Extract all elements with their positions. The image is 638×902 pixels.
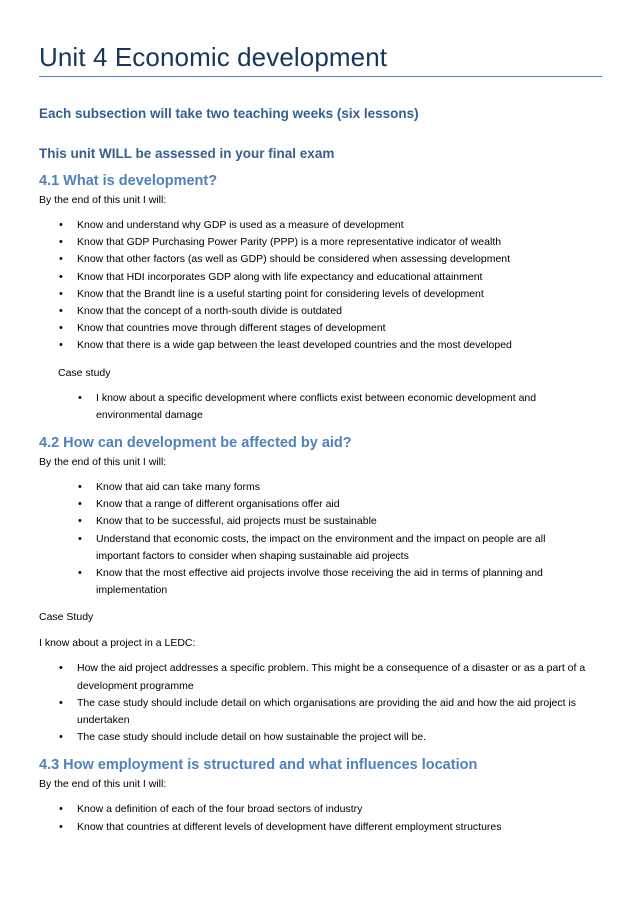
case-study-label: Case study <box>58 366 111 379</box>
section-4-1 <box>39 172 601 424</box>
section-heading: 4.2 How can development be affected by aid? <box>39 435 352 452</box>
list-item: • Know that HDI incorporates GDP along with life expectancy and educational attainment <box>39 269 601 286</box>
section-intro: By the end of this unit I will: <box>39 456 167 469</box>
list-item: • Know that a range of different organisations offer aid <box>39 496 573 513</box>
list-item: • The case study should include detail on how sustainable the project will be. <box>39 729 601 746</box>
case-study-label: Case Study <box>39 611 94 624</box>
list-item: • Know that other factors (as well as GDP) should be considered when assessing development <box>39 251 601 268</box>
section-heading: 4.1 What is development? <box>39 173 218 189</box>
learning-objectives-list <box>39 801 601 835</box>
list-item: • Know and understand why GDP is used as a measure of development <box>39 217 601 234</box>
list-item: • Know a definition of each of the four broad sectors of industry <box>39 801 601 818</box>
list-item: • Know that countries at different levels of development have different employment structures <box>39 819 601 836</box>
learning-objectives-list <box>39 217 601 355</box>
list-item: • Know that the Brandt line is a useful starting point for considering levels of development <box>39 286 601 303</box>
list-item: • Know that there is a wide gap between the least developed countries and the most developed <box>39 337 601 354</box>
case-study-list <box>39 390 601 424</box>
title-underline <box>39 76 602 77</box>
list-item: • Know that GDP Purchasing Power Parity (PPP) is a more representative indicator of wealth <box>39 234 601 251</box>
section-intro: By the end of this unit I will: <box>39 778 167 791</box>
learning-objectives-list <box>39 479 601 599</box>
case-study-intro: I know about a project in a LEDC: <box>39 637 196 650</box>
section-intro: By the end of this unit I will: <box>39 194 167 206</box>
list-item: • Know that the concept of a north-south divide is outdated <box>39 303 601 320</box>
list-item: • Know that aid can take many forms <box>39 479 573 496</box>
list-item: • Know that countries move through different stages of development <box>39 320 601 337</box>
section-4-3 <box>39 756 601 835</box>
list-item: • Know that the most effective aid projects involve those receiving the aid in terms of planning and implementation <box>39 565 573 599</box>
case-study-list <box>39 660 601 746</box>
list-item: • I know about a specific development where conflicts exist between economic development and environmental damage <box>39 390 561 424</box>
list-item: • How the aid project addresses a specific problem. This might be a consequence of a disaster or as a part of a development programme <box>39 660 601 694</box>
subtitle-teaching-weeks: Each subsection will take two teaching weeks (six lessons) <box>39 106 419 121</box>
list-item: • The case study should include detail on which organisations are providing the aid and how the aid project is undertaken <box>39 695 601 729</box>
subtitle-assessment: This unit WILL be assessed in your final exam <box>39 146 335 161</box>
document-title: Unit 4 Economic development <box>39 42 388 72</box>
list-item: • Understand that economic costs, the impact on the environment and the impact on people are all important factors to consider when shaping sustainable aid projects <box>39 531 573 565</box>
section-heading: 4.3 How employment is structured and what influences location <box>39 757 478 774</box>
section-4-2 <box>39 434 601 746</box>
list-item: • Know that to be successful, aid projects must be sustainable <box>39 513 573 530</box>
